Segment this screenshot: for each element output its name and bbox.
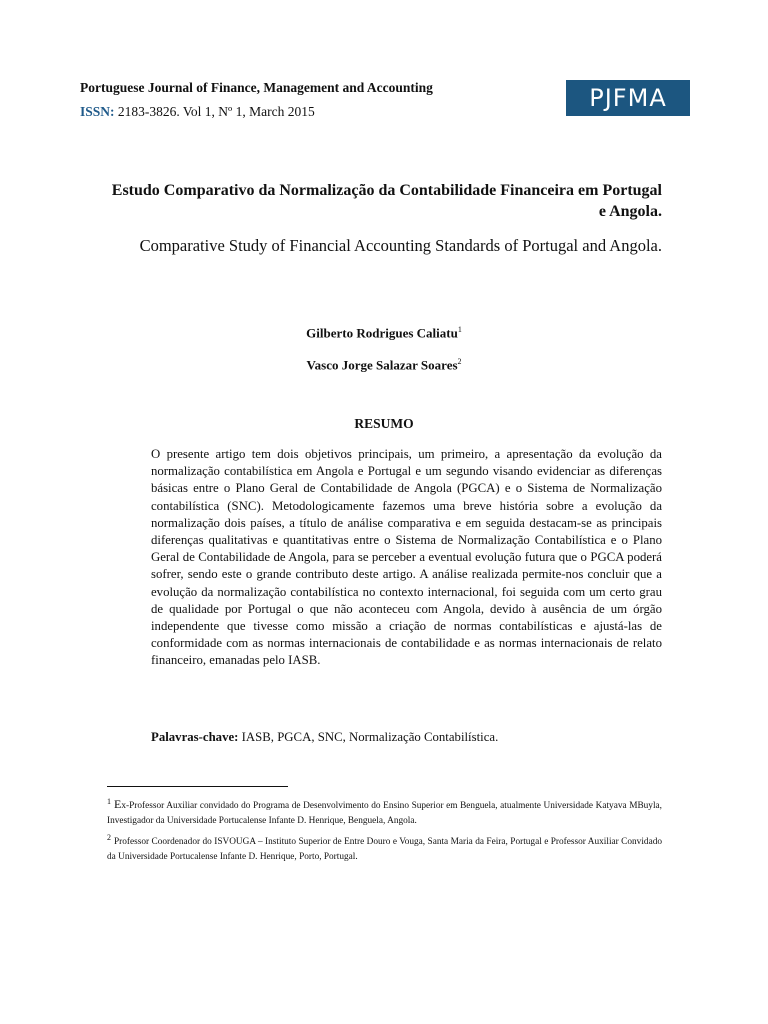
abstract-text: O presente artigo tem dois objetivos principais, um primeiro, a apresentação da evolução da normalização contabilística em Angola e Portugal e um segundo visando evidenciar as diferenças básicas entre o Plano Geral de Contabilidade de Angola (PGCA) e o Sistema de Normalização contabilística (SNC). Metodologicamente fazemos uma breve história sobre a evolução da normalização dois países, a título de análise comparativa e em seguida destacam-se as principais diferenças qualitativas e quantitativas entre o Sistema de Normalização Contabilística e o Plano Geral de Contabilidade de Angola, para se perceber a eventual evolução futura que o PGCA poderá sofrer, sendo este o grande contributo deste artigo. A análise realizada permite-nos concluir que a evolução da normalização contabilística no contexto internacional, foi seguida com um certo grau de qualidade por Portugal o que não aconteceu com Angola, devido à ausência de um órgão independente que tivesse como missão a criação de normas contabilísticas e ajustá-las de conformidade com as normas internacionais de contabilidade e as normas internacionais de relato financeiro, emanadas pelo IASB. xyxy=(151,447,662,668)
author-1 xyxy=(200,325,568,341)
journal-logo: PJFMA xyxy=(566,80,690,116)
author-name: Vasco Jorge Salazar Soares xyxy=(306,357,458,373)
title-portuguese: Estudo Comparativo da Normalização da Contabilidade Financeira em Portugal e Angola. xyxy=(111,182,662,220)
keywords-value: IASB, PGCA, SNC, Normalização Contabilística. xyxy=(238,730,499,744)
author-2 xyxy=(200,357,568,373)
footnote-divider xyxy=(107,786,288,787)
author-name: Gilberto Rodrigues Caliatu xyxy=(306,325,458,341)
footnote-initial: E xyxy=(114,797,122,812)
issn-line xyxy=(80,104,315,120)
keywords-label: Palavras-chave: xyxy=(151,730,239,744)
keywords xyxy=(151,730,662,745)
footnote-mark: 2 xyxy=(107,833,111,842)
footnote-text: Professor Coordenador do ISVOUGA – Instituto Superior de Entre Douro e Vouga, Santa Maria da Feira, Portugal e Professor Auxiliar Convidado da Universidade Portucalense Infante D. Henrique, Porto, Portugal. xyxy=(107,837,662,863)
title-english: Comparative Study of Financial Accounting Standards of Portugal and Angola. xyxy=(139,236,662,255)
footnote-1 xyxy=(107,794,662,829)
issn-label: ISSN: xyxy=(80,104,115,119)
author-footnote-mark: 2 xyxy=(457,357,462,366)
footnote-text: x-Professor Auxiliar convidado do Programa de Desenvolvimento do Ensino Superior em Benguela, atualmente Universidade Katyava MBuyla, Investigador da Universidade Portucalense Infante D. Henrique, Benguela, Angola. xyxy=(107,801,662,827)
abstract-heading: RESUMO xyxy=(354,416,414,431)
journal-name: Portuguese Journal of Finance, Management and Accounting xyxy=(80,80,433,95)
footnote-mark: 1 xyxy=(107,797,111,806)
footnote-2 xyxy=(107,830,662,865)
author-footnote-mark: 1 xyxy=(457,325,462,334)
issn-details: 2183-3826. Vol 1, Nº 1, March 2015 xyxy=(114,104,315,119)
